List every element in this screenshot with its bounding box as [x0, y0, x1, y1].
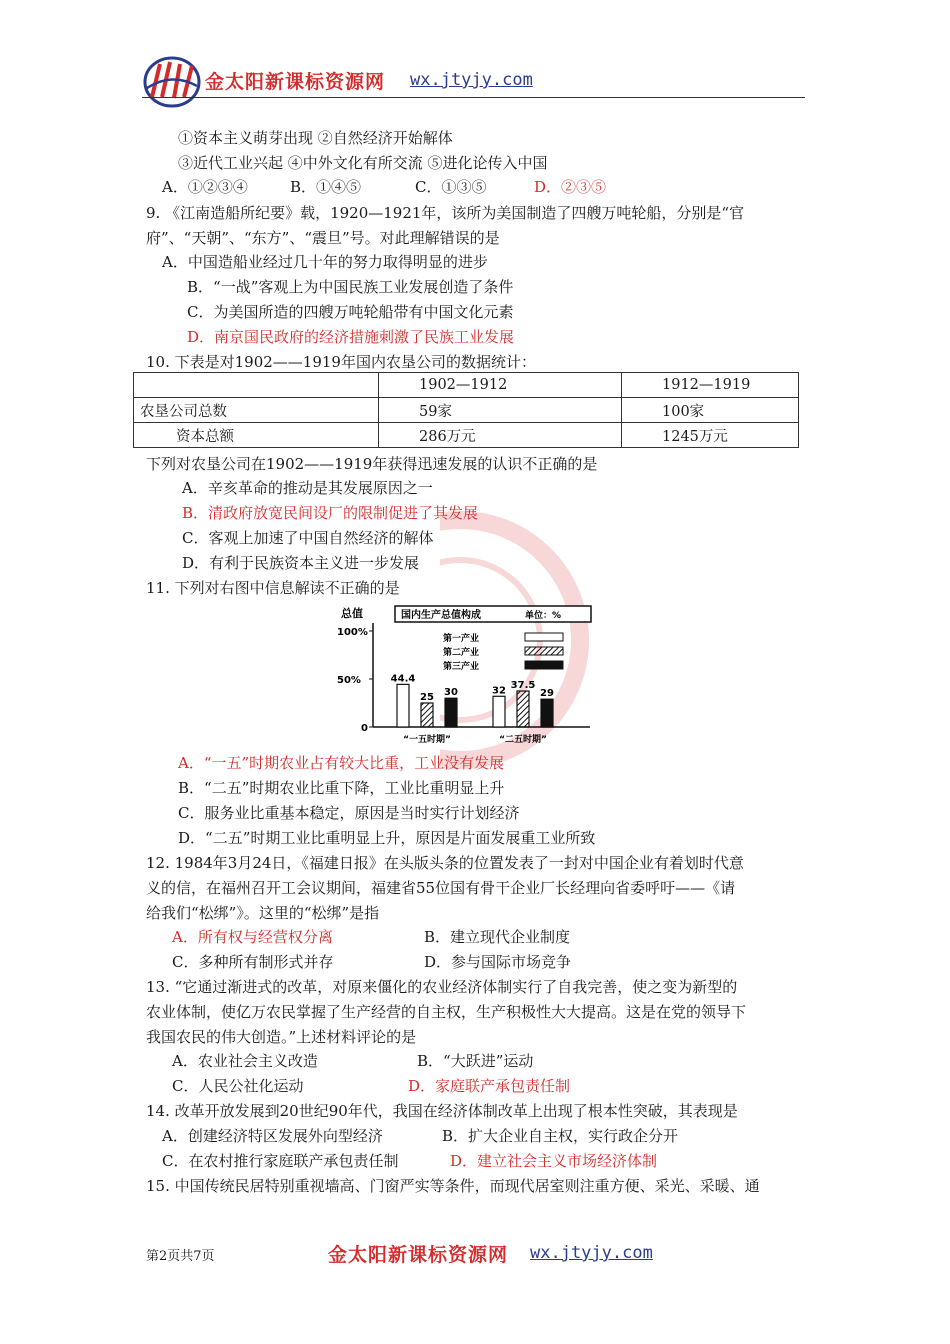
legend-label: 第二产业	[443, 648, 480, 658]
table-cell	[134, 373, 379, 398]
q13-stem-line1: 13. “它通过渐进式的改革，对原来僵化的农业经济体制实行了自我完善，使之变为新型的	[146, 978, 738, 996]
q12-option-c[interactable]: C．多种所有制形式并存	[172, 953, 334, 971]
y-tick-label: 0	[361, 723, 368, 734]
q10-data-table	[133, 372, 799, 448]
footer-url-link[interactable]: wx.jtyjy.com	[530, 1243, 653, 1263]
bar	[541, 699, 553, 727]
q11-option-b[interactable]: B．“二五”时期农业比重下降，工业比重明显上升	[178, 779, 505, 797]
header-divider	[142, 97, 805, 98]
header-url-link[interactable]: wx.jtyjy.com	[410, 70, 533, 90]
q14-option-d[interactable]: D．建立社会主义市场经济体制	[450, 1152, 658, 1170]
table-row	[134, 398, 799, 423]
q8-option-b[interactable]: B．①④⑤	[290, 178, 362, 196]
y-tick-label: 50%	[337, 675, 361, 686]
y-tick-label: 100%	[337, 627, 368, 638]
q8-line1: ①资本主义萌芽出现 ②自然经济开始解体	[178, 129, 453, 147]
bar	[421, 703, 433, 727]
table-cell: 农垦公司总数	[134, 398, 379, 423]
bar-value-label: 44.4	[390, 673, 416, 685]
legend-swatch	[525, 647, 563, 655]
q11-option-a[interactable]: A．“一五”时期农业占有较大比重，工业没有发展	[178, 754, 505, 772]
q11-stem: 11. 下列对右图中信息解读不正确的是	[146, 579, 400, 597]
q12-option-b[interactable]: B．建立现代企业制度	[424, 928, 571, 946]
chart-title: 国内生产总值构成	[401, 610, 481, 621]
table-cell: 1245万元	[622, 423, 799, 448]
table-cell: 资本总额	[134, 423, 379, 448]
q11-option-d[interactable]: D．“二五”时期工业比重明显上升，原因是片面发展重工业所致	[178, 829, 596, 847]
q9-option-b[interactable]: B．“一战”客观上为中国民族工业发展创造了条件	[187, 278, 514, 296]
page-number: 第2页共7页	[146, 1249, 215, 1264]
legend-label: 第一产业	[443, 634, 480, 644]
q12-option-a[interactable]: A．所有权与经营权分离	[172, 928, 333, 946]
q13-stem-line2: 农业体制，使亿万农民掌握了生产经营的自主权，生产积极性大大提高。这是在党的领导下	[146, 1003, 747, 1021]
q10-option-a[interactable]: A．辛亥革命的推动是其发展原因之一	[182, 479, 433, 497]
x-tick-label: “二五时期”	[499, 735, 547, 745]
legend-swatch	[525, 661, 563, 669]
q12-stem-line2: 义的信，在福州召开工会议期间，福建省55位国有骨干企业厂长经理向省委呼吁——《请	[146, 879, 736, 897]
q14-stem: 14. 改革开放发展到20世纪90年代，我国在经济体制改革上出现了根本性突破，其表现是	[146, 1102, 738, 1120]
q14-option-b[interactable]: B．扩大企业自主权，实行政企分开	[442, 1127, 679, 1145]
q8-option-a[interactable]: A．①②③④	[162, 178, 248, 196]
bar	[517, 691, 529, 727]
table-row	[134, 423, 799, 448]
bar-value-label: 29	[540, 688, 554, 700]
q10-option-d[interactable]: D．有利于民族资本主义进一步发展	[182, 554, 420, 572]
x-tick-label: “一五时期”	[403, 735, 451, 745]
q14-option-a[interactable]: A．创建经济特区发展外向型经济	[162, 1127, 383, 1145]
legend-swatch	[525, 633, 563, 641]
q11-option-c[interactable]: C．服务业比重基本稳定，原因是当时实行计划经济	[178, 804, 520, 822]
q9-option-c[interactable]: C．为美国所造的四艘万吨轮船带有中国文化元素	[187, 303, 514, 321]
q8-option-c[interactable]: C．①③⑤	[415, 178, 487, 196]
bar-value-label: 30	[444, 687, 458, 699]
q9-stem-line1: 9. 《江南造船所纪要》载，1920—1921年，该所为美国制造了四艘万吨轮船，分别是“官	[146, 204, 745, 222]
q13-option-c[interactable]: C．人民公社化运动	[172, 1077, 304, 1095]
q8-option-d[interactable]: D．②③⑤	[534, 178, 607, 196]
legend-label: 第三产业	[443, 662, 480, 672]
q13-option-a[interactable]: A．农业社会主义改造	[172, 1052, 318, 1070]
q14-option-c[interactable]: C．在农村推行家庭联产承包责任制	[162, 1152, 399, 1170]
bar-value-label: 25	[420, 692, 434, 703]
q10-option-b[interactable]: B．清政府放宽民间设厂的限制促进了其发展	[182, 504, 479, 522]
q9-option-d[interactable]: D．南京国民政府的经济措施刺激了民族工业发展	[187, 328, 515, 346]
q9-stem-line2: 府”、“天朝”、“东方”、“震旦”号。对此理解错误的是	[146, 229, 500, 247]
q12-option-d[interactable]: D．参与国际市场竞争	[424, 953, 572, 971]
footer-brand: 金太阳新课标资源网	[328, 1244, 509, 1266]
gdp-composition-chart	[325, 603, 595, 748]
q10-stem: 10. 下表是对1902——1919年国内农垦公司的数据统计：	[146, 353, 536, 371]
q12-stem-line1: 12. 1984年3月24日，《福建日报》在头版头条的位置发表了一封对中国企业有着划时代意	[146, 854, 744, 872]
table-cell: 59家	[379, 398, 622, 423]
bar	[493, 696, 505, 727]
bar	[397, 684, 409, 727]
q13-option-d[interactable]: D．家庭联产承包责任制	[408, 1077, 571, 1095]
q13-option-b[interactable]: B．“大跃进”运动	[417, 1052, 534, 1070]
table-cell: 286万元	[379, 423, 622, 448]
table-header-row	[134, 373, 799, 398]
q8-line2: ③近代工业兴起 ④中外文化有所交流 ⑤进化论传入中国	[178, 154, 548, 172]
table-cell: 100家	[622, 398, 799, 423]
bar	[445, 698, 457, 727]
q10-question: 下列对农垦公司在1902——1919年获得迅速发展的认识不正确的是	[146, 455, 598, 473]
table-cell: 1912—1919	[622, 373, 799, 398]
bar-value-label: 32	[492, 685, 506, 697]
q9-option-a[interactable]: A．中国造船业经过几十年的努力取得明显的进步	[162, 253, 488, 271]
site-logo-icon	[142, 52, 202, 110]
q13-stem-line3: 我国农民的伟大创造。”上述材料评论的是	[146, 1028, 417, 1046]
header-brand: 金太阳新课标资源网	[205, 71, 386, 93]
chart-unit: 单位：%	[525, 611, 562, 621]
y-axis-label: 总值	[341, 607, 363, 620]
bar-value-label: 37.5	[510, 680, 536, 691]
q10-option-c[interactable]: C．客观上加速了中国自然经济的解体	[182, 529, 434, 547]
q12-stem-line3: 给我们“松绑”》。这里的“松绑”是指	[146, 904, 380, 922]
table-cell: 1902—1912	[379, 373, 622, 398]
q15-stem: 15. 中国传统民居特别重视墙高、门窗严实等条件，而现代居室则注重方便、采光、采暖、通	[146, 1177, 760, 1195]
